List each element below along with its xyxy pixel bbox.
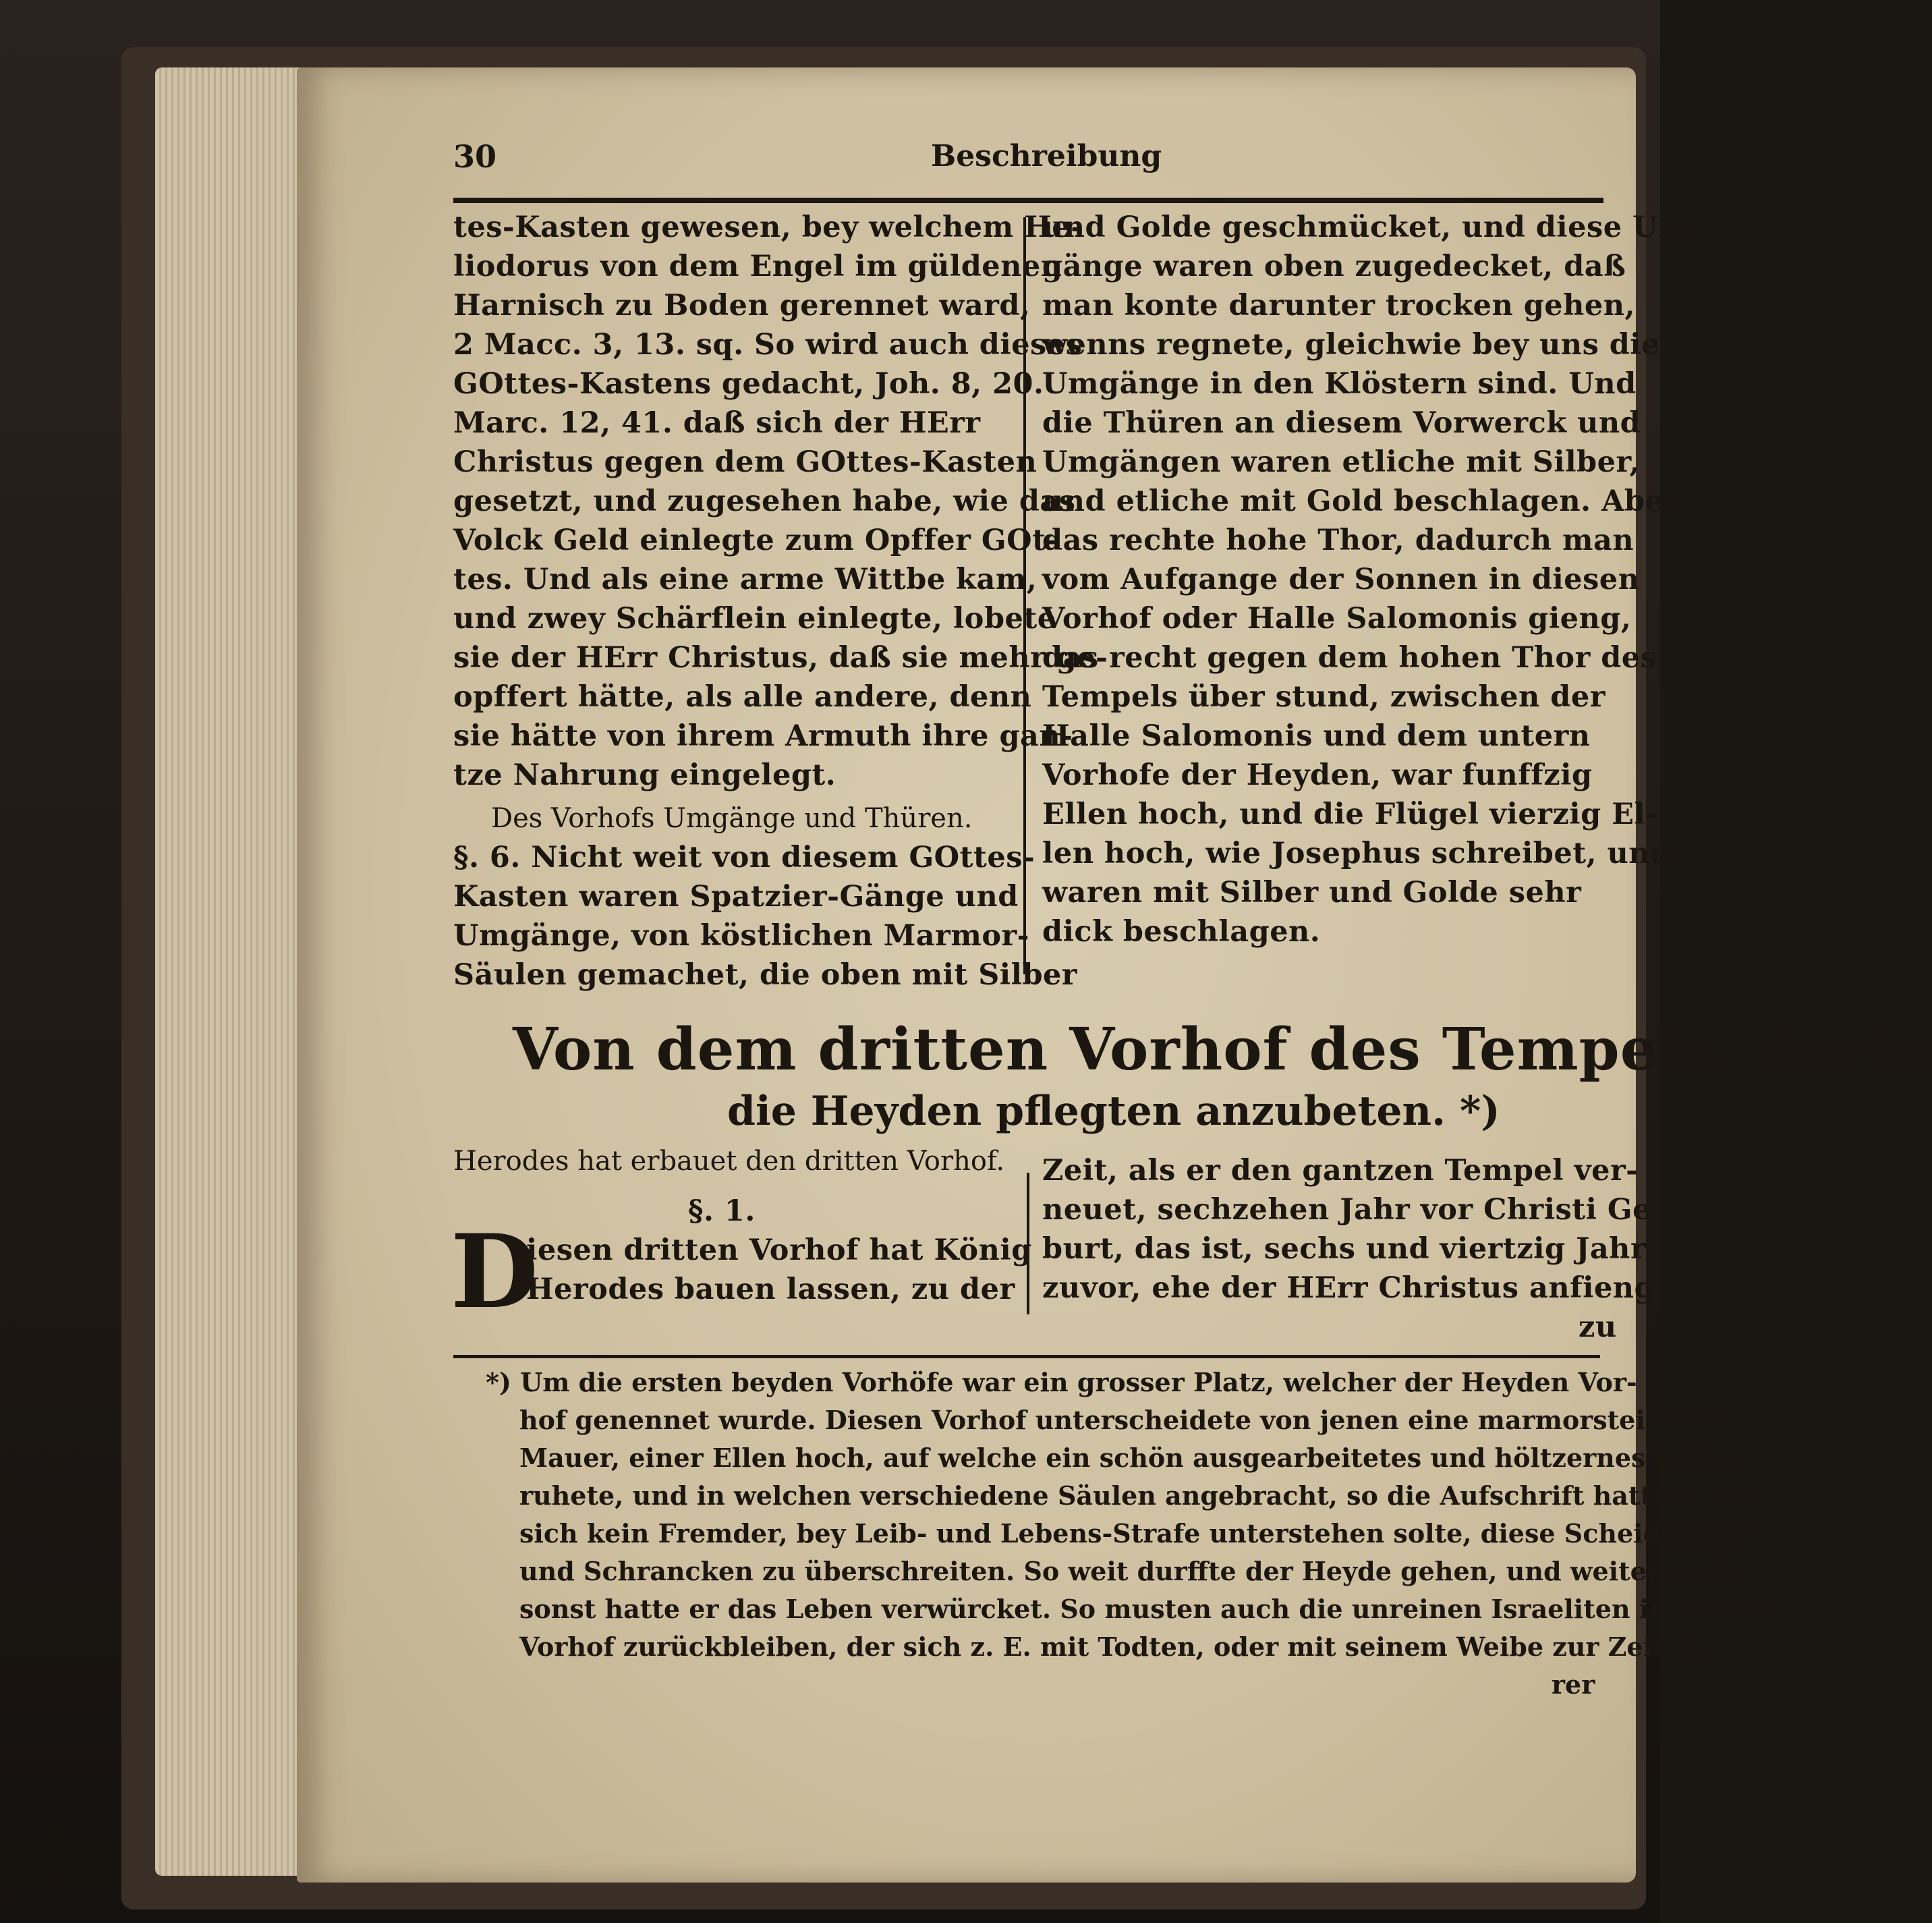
text-line: neuet, sechzehen Jahr vor Christi Ge- bbox=[1042, 1193, 1664, 1227]
text-line: Kasten waren Spatzier-Gänge und bbox=[453, 880, 1019, 914]
text-line: tes. Und als eine arme Wittbe kam, bbox=[453, 563, 1038, 596]
text-line: Umgängen waren etliche mit Silber, bbox=[1042, 445, 1640, 479]
text-line: len hoch, wie Josephus schreibet, und bbox=[1042, 837, 1671, 870]
footnote-line: sonst hatte er das Leben verwürcket. So musten auch die unreinen Israeliten in diesem bbox=[519, 1594, 1779, 1624]
text-line: Vorhofe der Heyden, war funffzig bbox=[1042, 758, 1593, 792]
footnote-line: sich kein Fremder, bey Leib- und Lebens-Strafe unterstehen solte, diese Scheidewand bbox=[519, 1518, 1753, 1549]
text-line: tes-Kasten gewesen, bey welchem He- bbox=[453, 211, 1083, 244]
text-line: Harnisch zu Boden gerennet ward, bbox=[453, 289, 1031, 323]
text-line: GOttes-Kastens gedacht, Joh. 8, 20. bbox=[453, 367, 1044, 401]
text-line: Tempels über stund, zwischen der bbox=[1042, 680, 1606, 714]
text-line: liodorus von dem Engel im güldenen bbox=[453, 250, 1062, 283]
text-line: sie hätte von ihrem Armuth ihre gan- bbox=[453, 719, 1073, 753]
text-line: Umgänge, von köstlichen Marmor- bbox=[453, 919, 1029, 953]
footnote-rule bbox=[453, 1355, 1600, 1358]
text-line: 2 Macc. 3, 13. sq. So wird auch dieses bbox=[453, 328, 1083, 362]
text-line: gesetzt, und zugesehen habe, wie das bbox=[453, 484, 1076, 518]
text-line: man konte darunter trocken gehen, bbox=[1042, 289, 1636, 323]
text-line: opffert hätte, als alle andere, denn bbox=[453, 680, 1032, 714]
footnote-catchword: rer bbox=[1552, 1669, 1595, 1700]
text-line: die Thüren an diesem Vorwerck und bbox=[1042, 406, 1641, 440]
text-line: Umgänge in den Klöstern sind. Und bbox=[1042, 367, 1637, 401]
text-line: Marc. 12, 41. daß sich der HErr bbox=[453, 406, 981, 440]
section-title: Von dem dritten Vorhof des Tempels, darin bbox=[513, 1015, 1932, 1084]
footnote-line: Mauer, einer Ellen hoch, auf welche ein schön ausgearbeitetes und höltzernes Gitter bbox=[519, 1443, 1740, 1473]
text-line: waren mit Silber und Golde sehr bbox=[1042, 876, 1582, 910]
subheading: Herodes hat erbauet den dritten Vorhof. bbox=[453, 1146, 1005, 1177]
header-rule bbox=[453, 198, 1603, 203]
text-line: Halle Salomonis und dem untern bbox=[1042, 719, 1591, 753]
running-head: Beschreibung bbox=[931, 139, 1162, 173]
footnote-line: und Schrancken zu überschreiten. So weit durffte der Heyde gehen, und weiter nicht, bbox=[519, 1556, 1753, 1586]
text-line: Ellen hoch, und die Flügel vierzig El- bbox=[1042, 798, 1658, 831]
text-line: wenns regnete, gleichwie bey uns die bbox=[1042, 328, 1661, 362]
text-line: Zeit, als er den gantzen Tempel ver- bbox=[1042, 1154, 1639, 1188]
text-line: Herodes bauen lassen, zu der bbox=[526, 1273, 1015, 1306]
text-line: und zwey Schärflein einlegte, lobete bbox=[453, 602, 1056, 636]
page-edges bbox=[155, 67, 317, 1876]
section-subtitle: die Heyden pflegten anzubeten. *) bbox=[727, 1088, 1500, 1135]
text-line: sie der HErr Christus, daß sie mehr ge- bbox=[453, 641, 1108, 675]
text-line: zuvor, ehe der HErr Christus anfieng bbox=[1042, 1271, 1655, 1305]
text-line: burt, das ist, sechs und viertzig Jahr bbox=[1042, 1232, 1647, 1266]
text-line: das recht gegen dem hohen Thor des bbox=[1042, 641, 1657, 675]
catchword: zu bbox=[1579, 1310, 1617, 1344]
text-line: dick beschlagen. bbox=[1042, 915, 1321, 949]
text-line: tze Nahrung eingelegt. bbox=[453, 758, 836, 792]
text-line: Säulen gemachet, die oben mit Silber bbox=[453, 958, 1078, 992]
text-line: und etliche mit Gold beschlagen. Aber bbox=[1042, 484, 1680, 518]
paragraph-mark: §. 1. bbox=[688, 1194, 756, 1228]
text-line: vom Aufgange der Sonnen in diesen bbox=[1042, 563, 1640, 596]
text-line: §. 6. Nicht weit von diesem GOttes- bbox=[453, 841, 1035, 874]
text-line: Vorhof oder Halle Salomonis gieng, bbox=[1042, 602, 1632, 636]
footnote-line: ruhete, und in welchen verschiedene Säulen angebracht, so die Aufschrift hatten: Daß bbox=[519, 1480, 1764, 1511]
page-number: 30 bbox=[453, 138, 497, 175]
text-line: und Golde geschmücket, und diese Um- bbox=[1042, 211, 1702, 244]
text-line: iesen dritten Vorhof hat König bbox=[526, 1233, 1032, 1267]
footnote-line: Vorhof zurückbleiben, der sich z. E. mit Todten, oder mit seinem Weibe zur Zeit ih- bbox=[519, 1632, 1713, 1662]
text-line: Volck Geld einlegte zum Opffer GOt- bbox=[453, 524, 1058, 557]
text-line: Christus gegen dem GOttes-Kasten bbox=[453, 445, 1038, 479]
footnote-line: hof genennet wurde. Diesen Vorhof unterscheidete von jenen eine marmorsteinerne bbox=[519, 1405, 1729, 1435]
subheading: Des Vorhofs Umgänge und Thüren. bbox=[491, 803, 973, 834]
text-line: gänge waren oben zugedecket, daß bbox=[1042, 250, 1626, 283]
text-line: das rechte hohe Thor, dadurch man bbox=[1042, 524, 1635, 557]
dropcap: D bbox=[451, 1213, 539, 1331]
footnote-line: *) Um die ersten beyden Vorhöfe war ein grosser Platz, welcher der Heyden Vor- bbox=[486, 1367, 1637, 1397]
